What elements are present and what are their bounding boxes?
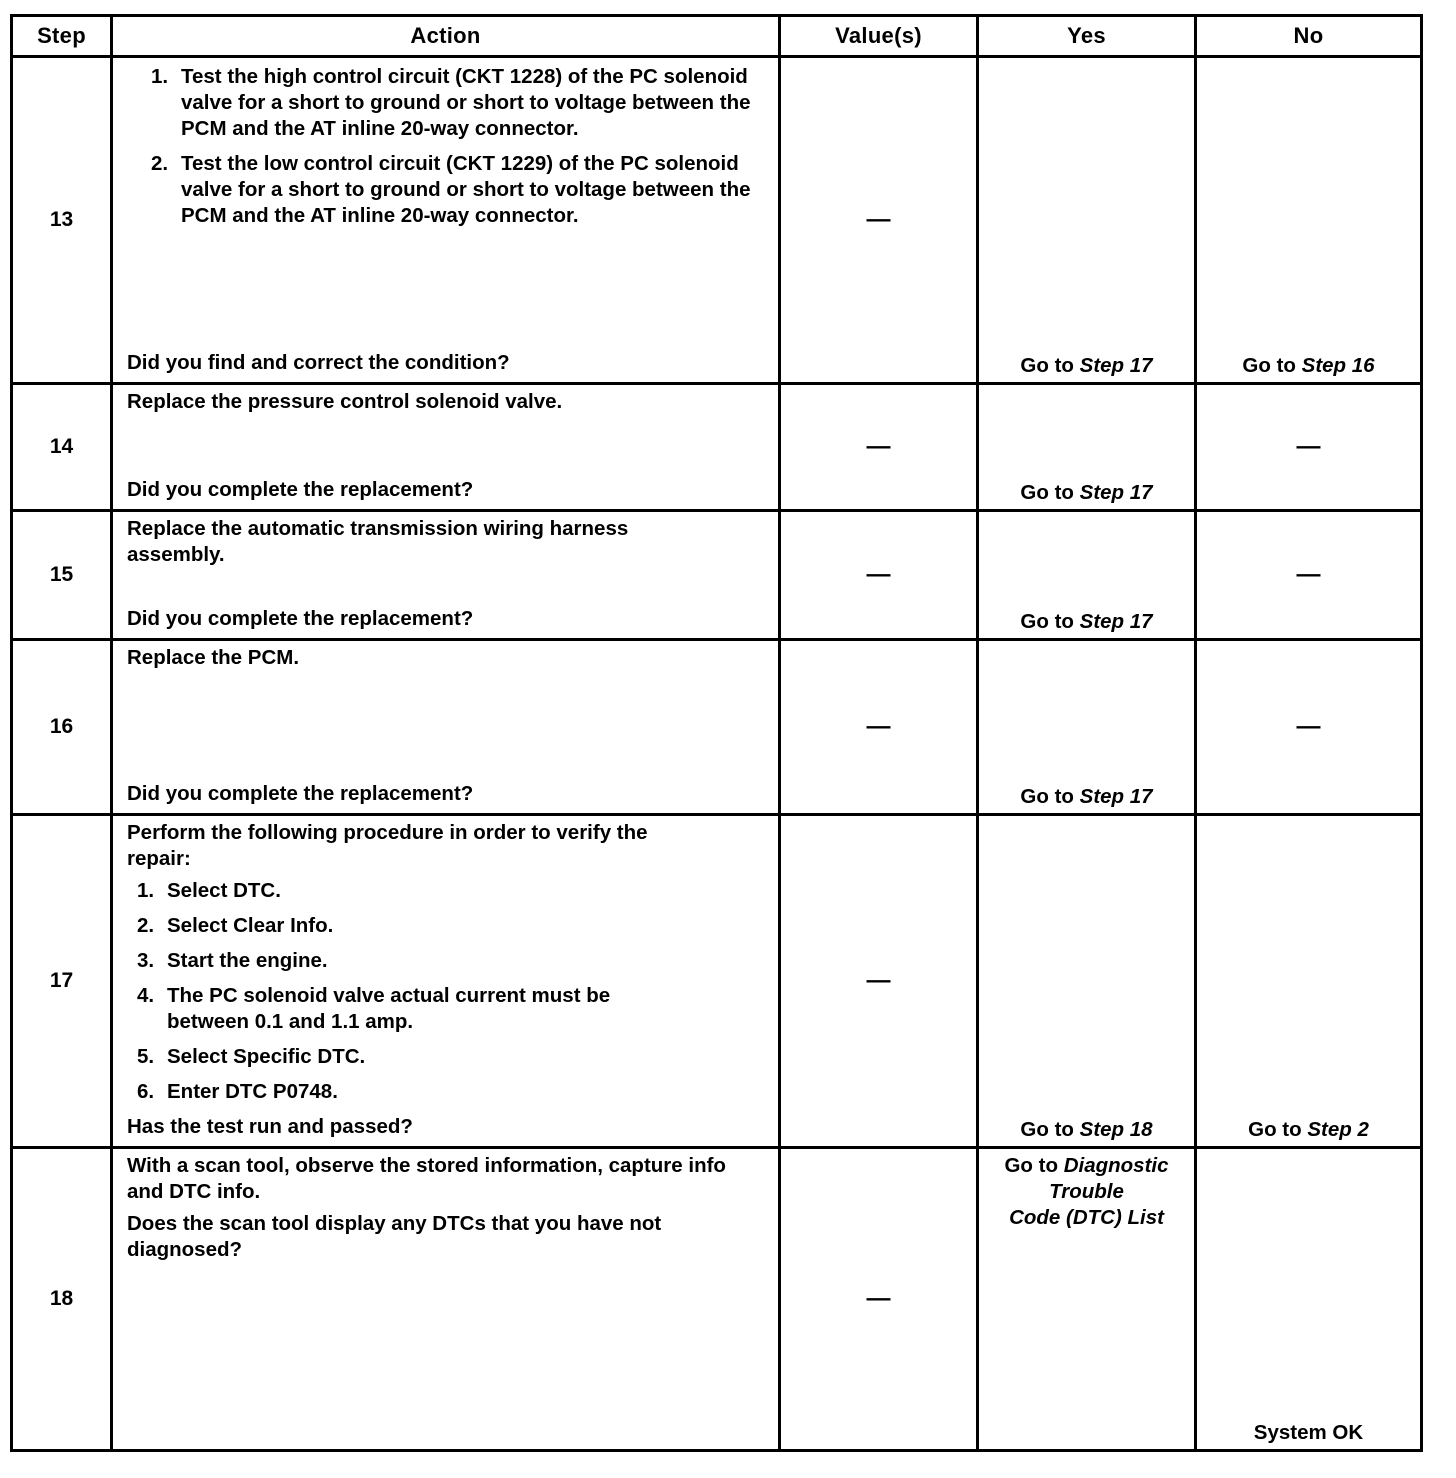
action-step-list: [127, 64, 766, 229]
yes-cell: Go to Step 17: [978, 384, 1196, 511]
action-cell: [112, 815, 780, 1148]
no-result: System OK: [1253, 1421, 1364, 1444]
table-row-step-18: [12, 1148, 1422, 1451]
step-number: 17: [12, 815, 112, 1148]
action-cell: [112, 640, 780, 815]
no-cell: Go to Step 2: [1196, 815, 1422, 1148]
action-cell: [112, 1148, 780, 1451]
value-cell: —: [780, 384, 978, 511]
action-cell: [112, 57, 780, 384]
yes-cell: Go to Step 18: [978, 815, 1196, 1148]
value-cell: —: [780, 57, 978, 384]
table-row-step-14: [12, 384, 1422, 511]
header-row: [12, 16, 1422, 57]
no-cell: —: [1196, 384, 1422, 511]
action-cell: [112, 384, 780, 511]
yes-cell: Go to Step 17: [978, 511, 1196, 640]
no-cell: —: [1196, 511, 1422, 640]
yes-link[interactable]: Go to Diagnostic Trouble Code (DTC) List: [1004, 1154, 1169, 1229]
table-row-step-16: [12, 640, 1422, 815]
action-question: Does the scan tool display any DTCs that you have not diagnosed?: [127, 1212, 662, 1261]
action-text: Replace the pressure control solenoid valve.: [127, 390, 563, 413]
action-question: Did you find and correct the condition?: [127, 351, 510, 374]
yes-link[interactable]: Step 17: [1079, 785, 1153, 808]
list-item: 1. Select DTC.: [137, 879, 281, 902]
step-number: 14: [12, 384, 112, 511]
diagnostic-table: [10, 14, 1423, 1452]
step-number: 18: [12, 1148, 112, 1451]
header-values: Value(s): [780, 16, 978, 57]
list-item: 3. Start the engine.: [137, 949, 328, 972]
list-item: 1. Test the high control circuit (CKT 1228) of the PC solenoid valve for a short to ground or short to voltage between the PCM and the AT inline 20-way connector.: [151, 65, 751, 140]
action-question: Did you complete the replacement?: [127, 607, 474, 630]
list-item: 5. Select Specific DTC.: [137, 1045, 366, 1068]
value-cell: —: [780, 511, 978, 640]
yes-cell: Go to Step 17: [978, 640, 1196, 815]
yes-cell: Go to Step 17: [978, 57, 1196, 384]
action-cell: [112, 511, 780, 640]
value-cell: —: [780, 815, 978, 1148]
step-number: 13: [12, 57, 112, 384]
no-link[interactable]: Step 2: [1307, 1118, 1369, 1141]
header-step: Step: [12, 16, 112, 57]
action-question: Has the test run and passed?: [127, 1115, 413, 1138]
yes-link[interactable]: Step 18: [1079, 1118, 1153, 1141]
no-cell: —: [1196, 640, 1422, 815]
table-row-step-17: [12, 815, 1422, 1148]
no-cell: [1196, 1148, 1422, 1451]
list-item: 2. Select Clear Info.: [137, 914, 334, 937]
list-item: 6. Enter DTC P0748.: [137, 1080, 338, 1103]
list-item: 2. Test the low control circuit (CKT 1229) of the PC solenoid valve for a short to ground or short to voltage between the PCM and the AT inline 20-way connector.: [151, 152, 751, 227]
header-no: No: [1196, 16, 1422, 57]
action-text: Replace the PCM.: [127, 646, 300, 669]
yes-link[interactable]: Step 17: [1079, 354, 1153, 377]
no-link[interactable]: Step 16: [1301, 354, 1375, 377]
table-row-step-13: [12, 57, 1422, 384]
table-row-step-15: [12, 511, 1422, 640]
header-yes: Yes: [978, 16, 1196, 57]
yes-cell: [978, 1148, 1196, 1451]
step-number: 15: [12, 511, 112, 640]
yes-link[interactable]: Step 17: [1079, 481, 1153, 504]
action-step-list: [127, 878, 766, 1105]
list-item: 4. The PC solenoid valve actual current must be between 0.1 and 1.1 amp.: [137, 984, 611, 1033]
value-cell: —: [780, 640, 978, 815]
value-cell: —: [780, 1148, 978, 1451]
action-question: Did you complete the replacement?: [127, 478, 474, 501]
action-text: Perform the following procedure in order to verify the repair:: [127, 821, 648, 870]
yes-link[interactable]: Step 17: [1079, 610, 1153, 633]
action-question: Did you complete the replacement?: [127, 782, 474, 805]
step-number: 16: [12, 640, 112, 815]
action-text: With a scan tool, observe the stored information, capture info and DTC info.: [127, 1154, 726, 1203]
action-text: Replace the automatic transmission wiring harness assembly.: [127, 517, 629, 566]
header-action: Action: [112, 16, 780, 57]
no-cell: Go to Step 16: [1196, 57, 1422, 384]
